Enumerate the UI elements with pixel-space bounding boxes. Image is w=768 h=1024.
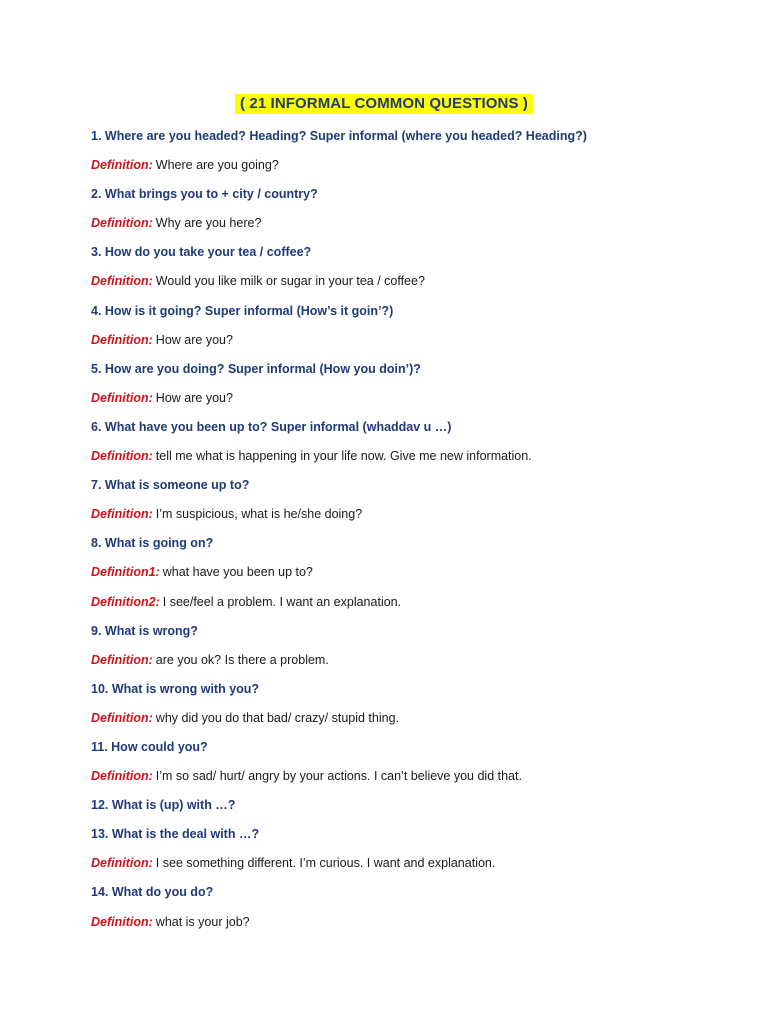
definition-label: Definition: [91,216,153,231]
definition-label: Definition: [91,769,153,784]
definition-label: Definition: [91,856,153,871]
definition-line [91,562,751,591]
definition-label: Definition: [91,507,153,522]
question-line [91,359,751,388]
definition-label: Definition1: [91,565,160,580]
definition-text: I see/feel a problem. I want an explanation. [162,594,402,609]
definition-label: Definition: [91,390,153,405]
definition-line [91,592,751,621]
definition-label: Definition: [91,449,153,464]
definition-label: Definition2: [91,594,160,609]
definition-text: Why are you here? [155,216,262,231]
question-line [91,242,751,271]
definition-label: Definition: [91,652,153,667]
definition-line [91,766,751,795]
definition-label: Definition: [91,914,153,929]
definition-label: Definition: [91,158,153,173]
definition-text: Would you like milk or sugar in your tea / coffee? [155,274,425,289]
question-text: 13. What is the deal with …? [91,827,260,842]
question-line [91,417,751,446]
definition-label: Definition: [91,332,153,347]
definition-line [91,213,751,242]
question-text: 4. How is it going? Super informal (How’s it goin’?) [91,303,394,318]
question-text: 1. Where are you headed? Heading? Super informal (where you headed? Heading?) [91,129,587,143]
definition-line [91,650,751,679]
question-line [91,533,751,562]
definition-text: I’m so sad/ hurt/ angry by your actions. I can’t believe you did that. [155,769,522,784]
definition-text: How are you? [155,332,233,347]
definition-line [91,446,751,475]
question-text: 10. What is wrong with you? [91,681,260,696]
question-text: 7. What is someone up to? [91,478,250,493]
question-line [91,679,751,708]
definition-text: How are you? [155,390,233,405]
definition-text: why did you do that bad/ crazy/ stupid thing. [155,710,399,725]
definition-line [91,330,751,359]
question-line [91,621,751,650]
document-title: ( 21 INFORMAL COMMON QUESTIONS ) [235,94,533,114]
question-line [91,882,751,911]
definition-text: what is your job? [155,914,250,929]
question-line [91,126,751,155]
definition-label: Definition: [91,710,153,725]
question-line [91,795,751,824]
definition-line [91,708,751,737]
definition-line [91,504,751,533]
definition-text: Where are you going? [155,158,279,173]
question-line [91,184,751,213]
definition-line [91,388,751,417]
definition-text: I see something different. I’m curious. I want and explanation. [155,856,496,871]
definition-label: Definition: [91,274,153,289]
question-text: 14. What do you do? [91,885,214,900]
definition-line [91,271,751,300]
question-line [91,824,751,853]
question-text: 11. How could you? [91,739,208,754]
definition-text: I’m suspicious, what is he/she doing? [155,507,363,522]
question-line [91,301,751,330]
question-text: 12. What is (up) with …? [91,798,236,813]
definition-text: tell me what is happening in your life now. Give me new information. [155,449,532,464]
title-container [0,94,768,114]
definition-text: are you ok? Is there a problem. [155,652,329,667]
question-text: 8. What is going on? [91,536,214,551]
question-line [91,475,751,504]
definition-line [91,853,751,882]
definition-line [91,155,751,184]
definition-text: what have you been up to? [162,565,313,580]
question-text: 2. What brings you to + city / country? [91,187,318,202]
definition-line [91,912,751,941]
question-line [91,737,751,766]
question-text: 3. How do you take your tea / coffee? [91,245,312,260]
question-text: 6. What have you been up to? Super informal (whaddav u …) [91,419,452,434]
question-list [91,126,751,941]
question-text: 9. What is wrong? [91,623,198,638]
question-text: 5. How are you doing? Super informal (How you doin’)? [91,361,421,376]
